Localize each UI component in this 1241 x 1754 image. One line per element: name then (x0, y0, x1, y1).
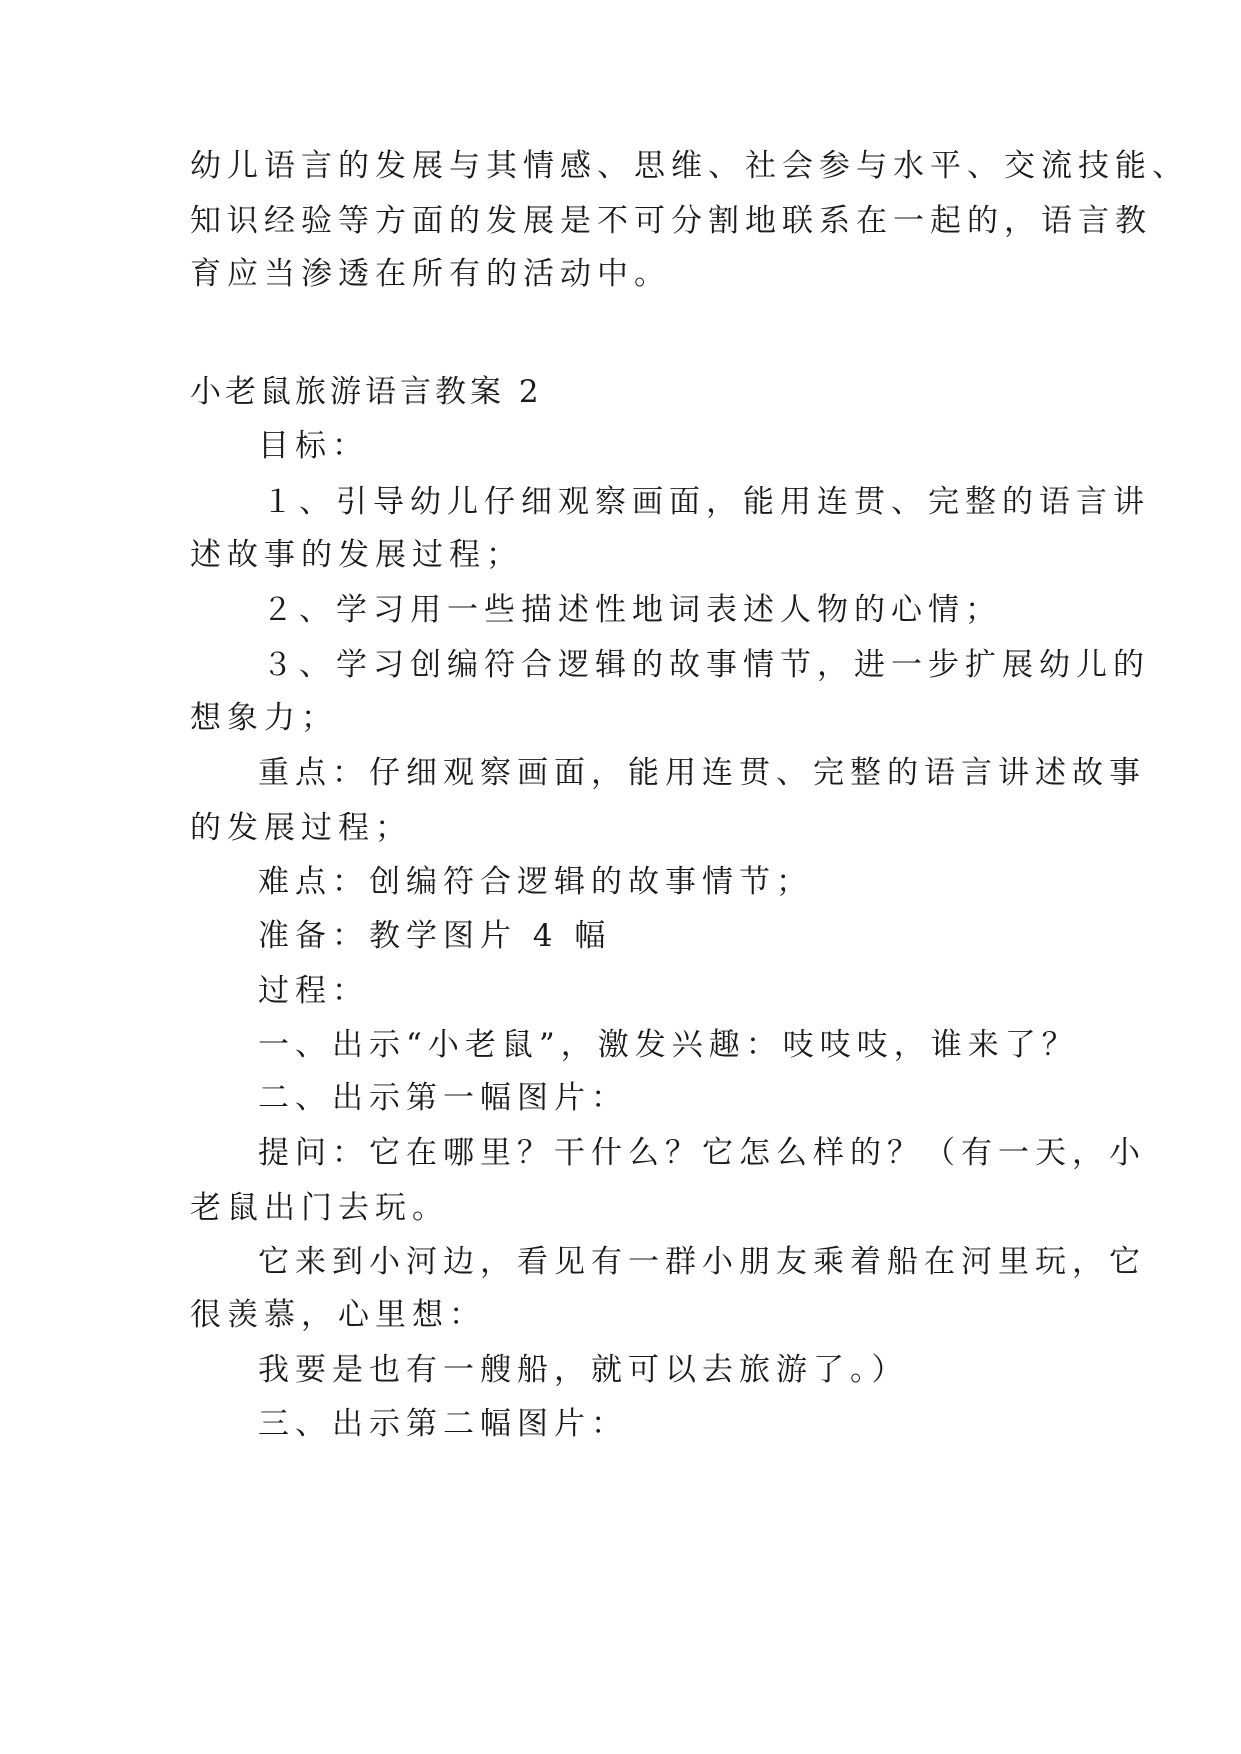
intro-line-2: 知识经验等方面的发展是不可分割地联系在一起的，语言教 (190, 203, 1152, 239)
intro-line-3: 育应当渗透在所有的活动中。 (190, 256, 671, 292)
goal-2: ２、学习用一些描述性地词表述人物的心情； (262, 592, 1002, 628)
key-point-line-1: 重点：仔细观察画面，能用连贯、完整的语言讲述故事 (258, 755, 1146, 791)
step-3: 三、出示第二幅图片： (258, 1406, 628, 1442)
process-label: 过程： (258, 973, 369, 1009)
story-1-line-1: 它来到小河边，看见有一群小朋友乘着船在河里玩，它 (258, 1244, 1146, 1280)
preparation: 准备：教学图片 4 幅 (258, 918, 612, 954)
goals-label: 目标： (258, 428, 369, 464)
difficulty: 难点：创编符合逻辑的故事情节； (258, 864, 813, 900)
step-2: 二、出示第一幅图片： (258, 1080, 628, 1116)
step-1: 一、出示“小老鼠”，激发兴趣：吱吱吱，谁来了？ (258, 1027, 1079, 1063)
key-point-line-2: 的发展过程； (190, 810, 412, 846)
section-title: 小老鼠旅游语言教案 2 (190, 374, 543, 410)
goal-1-line-1: １、引导幼儿仔细观察画面，能用连贯、完整的语言讲 (262, 484, 1150, 520)
question-line-1: 提问：它在哪里？干什么？它怎么样的？（有一天，小 (258, 1135, 1146, 1171)
intro-line-1: 幼儿语言的发展与其情感、思维、社会参与水平、交流技能、 (190, 148, 1189, 184)
goal-3-line-1: ３、学习创编符合逻辑的故事情节，进一步扩展幼儿的 (262, 647, 1150, 683)
question-line-2: 老鼠出门去玩。 (190, 1190, 449, 1226)
goal-1-line-2: 述故事的发展过程； (190, 537, 523, 573)
story-1-line-2: 很羡慕，心里想： (190, 1297, 486, 1333)
story-2: 我要是也有一艘船，就可以去旅游了。） (258, 1352, 909, 1388)
goal-3-line-2: 想象力； (190, 700, 338, 736)
